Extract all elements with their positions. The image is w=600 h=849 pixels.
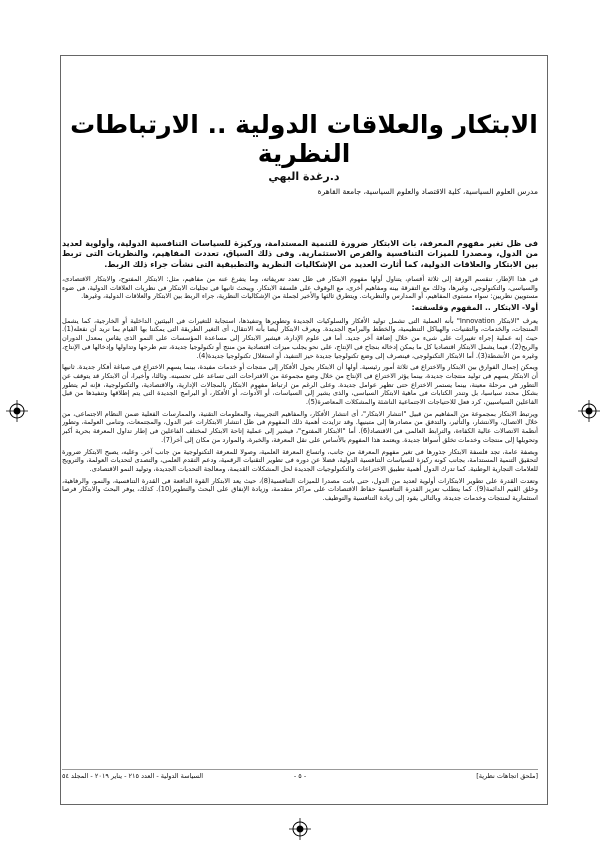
body-paragraph: يعرف "الابتكار Innovation" بأنه العملية التى تشمل توليد الأفكار والسلوكيات الجديدة وتطويرها وتنفيذها، استجابة للتغيرات فى البيئتين الداخلية أو الخارجية، كما يشمل المنتجات، والخدمات، والتقنيات، والهياكل التنظيمية، والخطط والبرامج الجديدة. ويعرف الابتكار أيضا بأنه الانتقال، أى التغير الطريقة التى يمكننا بها القيام بما نريد أن نفعله(1). حيث إنه عملية إجراء تغييرات على شىء من خلال إضافة آخر جديد. أما فى علوم الإدارة، فيشير الابتكار إلى مساعدة المؤسسات على النمو الذى يقاس بمعدل الدوران والربح(2). فيما يشمل الابتكار اقتصاديا كل ما يمكن إدخاله بنجاح فى الإنتاج، على نحو يجلب ميزات اقتصادية من منتج أو تكنولوجيا جديدة، تتم طرحها وتداولها وإدخالها فى الإنتاج، وغيره من الأنشطة(3). أما الابتكار التكنولوجى، فينصرف إلى وضع تكنولوجيا جديدة حيز التنفيذ، أو استغلال تكنولوجيا جديدة(4).	[62, 316, 538, 360]
registration-mark-left-icon	[6, 400, 28, 422]
page-footer	[62, 772, 538, 784]
abstract-paragraph: فى ظل تغير مفهوم المعرفة، بات الابتكار ضرورة للتنمية المستدامة، وركيزة للسياسات التنافسية الدولية، وأولوية لعديد من الدول، ومصدرا للميزات التنافسية والفرص الاستثمارية. وفى ذلك السياق، تعددت المفاهيم، والنظريات التى تربط بين الابتكار والعلاقات الدولية، كما أثارت العديد من الإشكاليات النظرية والتطبيقية التى نشأت جراء ذلك الربط.	[62, 238, 538, 269]
body-paragraph: ويرتبط الابتكار بمجموعة من المفاهيم من قبيل "انتشار الابتكار"، أى انتشار الأفكار، والمفاهيم التجريبية، والمعلومات التقنية، والممارسات الفعلية ضمن النظام الاجتماعى، من خلال الاتصال، والانتشار، والتأثير، والتدفق من مصادرها إلى متبنيها. وقد تزايدت أهمية ذلك المفهوم فى ظل انتشار الابتكارات عبر الدول، والمجتمعات، وتنامى العولمة، وتطور أنظمة الاتصالات عالية الكفاءة، والترابط العالمى فى الاقتصاد(6). أما "الابتكار المفتوح"، فيشير إلى عملية إتاحة الابتكار لمختلف الفاعلين فى إطار تداول المعرفة بحرية أكبر وتحويلها إلى منتجات وخدمات تخلق أسواقا جديدة. ويعتمد هذا المفهوم بالأساس على نقل المعرفة، والخبرة، والموارد من مكان إلى آخر(7).	[62, 409, 538, 444]
body-paragraph: ويمكن إجمال الفوارق بين الابتكار والاختراع فى ثلاثة أمور رئيسية. أولها أن الابتكار يحول الأفكار إلى منتجات أو خدمات مفيدة، بينما يسهم الاختراع فى صياغة أفكار جديدة. ثانيها أن الابتكار يسهم فى توليد منتجات جديدة، بينما يؤثر الاختراع فى الإنتاج من خلال وضع مجموعة من الاقتراحات التى تساعد على تحسينه. وثالثا، وأخيرا، أن الابتكار قد يتوقف عن التطور فى مرحلة معينة، بينما يستمر الاختراع حتى تظهر عوامل جديدة. وعلى الرغم من ارتباط مفهوم الابتكار بالمجالات الإدارية، والاقتصادية، والتكنولوجية، فإنه لم يتطور بشكل محدد سياسيا، بل وتندر الكتابات فى ماهية الابتكار السياسى، والذى يشير إلى السياسات، أو الأدوات، أو الأفكار، أو البرامج الجديدة التى يتم إطلاقها وتنفيذها من قبل الفاعلين السياسيين، كرد فعل للاحتياجات الاجتماعية الناشئة والمشكلات المعاصرة(5).	[62, 363, 538, 407]
body-paragraph: وتعدت القدرة على تطوير الابتكارات أولوية لعديد من الدول، حتى باتت مصدرا للميزات التنافسية(8)، حيث يعد الابتكار القوة الدافعة فى القدرة التنافسية، والنمو، والرفاهية، وخلق القيم الدائمة(9). كما يتطلب تعزيز القدرة التنافسية حفاظ الاقتصادات على مراكز متقدمة، وزيادة الإنفاق على البحث والتطوير(10). كذلك، يوفر البحث والابتكار فرصا استثمارية لمنتجات وخدمات جديدة، وبالتالى يقود إلى زيادة التنافسية والتوظيف.	[62, 476, 538, 503]
body-paragraph: وبصفة عامة، تجد فلسفة الابتكار جذورها فى تغير مفهوم المعرفة من جانب، واتساع المعرفة العلمية، وصولا للمعرفة التكنولوجية من جانب آخر. وعليه، يصبح الابتكار ضرورة لتحقيق التنمية المستدامة، بجانب كونه ركيزة للسياسات التنافسية الدولية، فضلا عن دوره فى تطوير التقنيات الرقمية، ودعم التقدم العلمى، والتصدى لتحديات العولمة، والترويج للعلامات التجارية الوطنية. كما تدرك الدول أهمية تطبيق الاختراعات والتكنولوجيات الجديدة لحل المشكلات القديمة، ومعالجة التحديات الجديدة، وتوليد النمو الاقتصادى.	[62, 447, 538, 473]
author-affiliation: مدرس العلوم السياسية، كلية الاقتصاد والعلوم السياسية، جامعة القاهرة	[317, 187, 538, 196]
footer-journal: السياسة الدولية - العدد ٢١٥ - يناير ٢٠١٩ - المجلد ٥٤	[62, 772, 204, 780]
page-number: - ٥ -	[293, 772, 307, 780]
registration-mark-right-icon	[578, 400, 600, 422]
registration-mark-bottom-icon	[289, 818, 311, 840]
footer-supplement: [ملحق اتجاهات نظرية]	[476, 772, 538, 780]
article-title: الابتكار والعلاقات الدولية .. الارتباطات النظرية	[70, 110, 538, 168]
body-paragraph: فى هذا الإطار، تنقسم الورقة إلى ثلاثة أقسام، يتناول أولها مفهوم الابتكار فى ظل تعدد تعريفاته، وما يتفرع عنه من مفاهيم، مثل: الابتكار المفتوح، والابتكار الاقتصادى، والسياسى، والتكنولوجى، وغيرها، وذلك مع التفرقة بينه ومفاهيم أخرى، مع الوقوف على فلسفة الابتكار. ويبحث ثانيها فى تجليات الابتكار فى نظريات العلاقات الدولية، فى ضوء مستويين نظريين: سواء مستوى المفاهيم، أو المدارس والنظريات. ويتطرق ثالثها والأخير لجملة من الإشكاليات النظرية، جراء الربط بين الابتكار والعلاقات الدولية، وغيرها.	[62, 274, 538, 301]
article-body	[62, 238, 538, 798]
author-name: د.رغدة البهي	[268, 170, 340, 183]
footer-divider	[62, 769, 538, 770]
section-heading: أولا- الابتكار .. المفهوم وفلسفته:	[411, 303, 538, 312]
